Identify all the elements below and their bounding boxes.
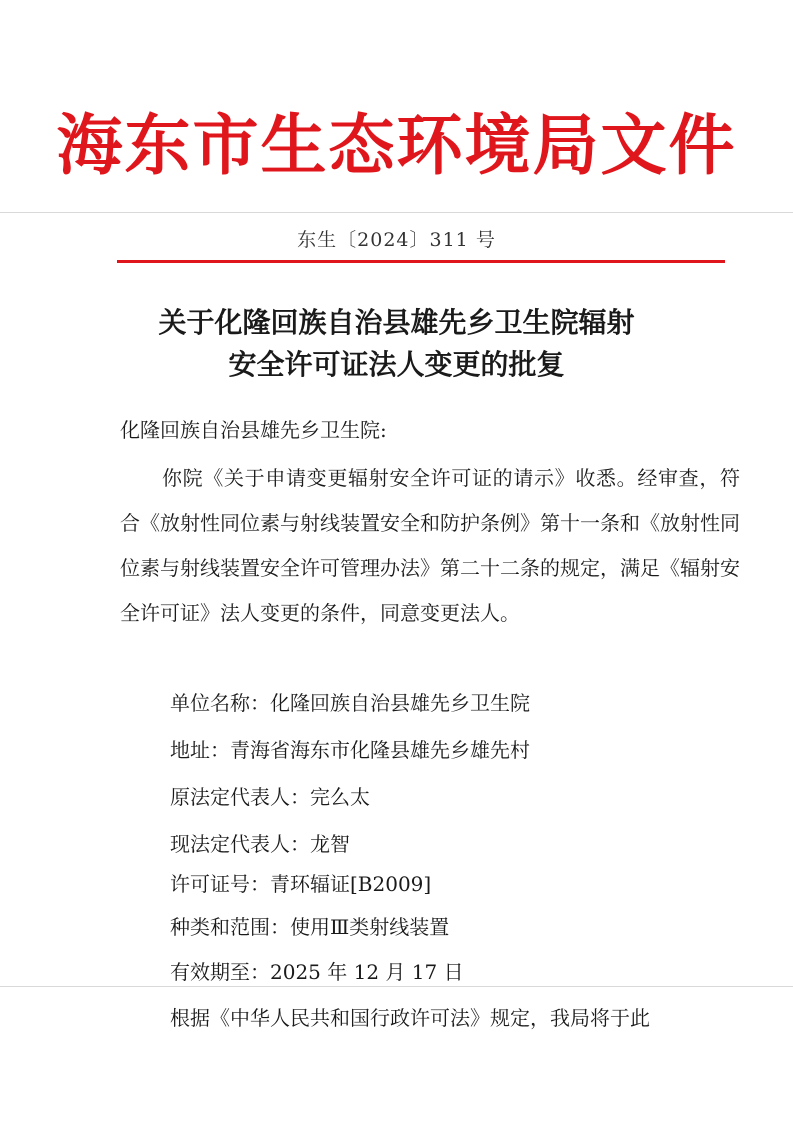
closing-paragraph: 根据《中华人民共和国行政许可法》规定，我局将于此 [170, 1006, 650, 1030]
field-former-legal-rep: 原法定代表人：完么太 [170, 785, 370, 809]
red-divider-rule [117, 260, 725, 263]
scan-artifact-line [0, 986, 793, 987]
addressee: 化隆回族自治县雄先乡卫生院: [120, 418, 387, 442]
field-type-scope: 种类和范围：使用Ⅲ类射线装置 [170, 915, 450, 939]
field-current-legal-rep: 现法定代表人：龙智 [170, 832, 350, 856]
subject-line-1: 关于化隆回族自治县雄先乡卫生院辐射 [158, 306, 635, 339]
body-paragraph: 你院《关于申请变更辐射安全许可证的请示》收悉。经审查，符合《放射性同位素与射线装置安全和防护条例》第十一条和《放射性同位素与射线装置安全许可管理办法》第二十二条的规定，满足《辐射安全许可证》法人变更的条件，同意变更法人。 [120, 466, 740, 625]
field-valid-until: 有效期至：2025 年 12 月 17 日 [170, 960, 464, 984]
issuing-authority-title: 海东市生态环境局文件 [56, 106, 737, 184]
field-license-number: 许可证号：青环辐证[B2009] [170, 872, 432, 896]
document-number: 东生〔2024〕311 号 [297, 229, 496, 251]
field-unit-name: 单位名称：化隆回族自治县雄先乡卫生院 [170, 691, 530, 715]
scan-artifact-line [0, 212, 793, 213]
document-subject [0, 302, 793, 386]
subject-line-2: 安全许可证法人变更的批复 [228, 348, 565, 381]
field-address: 地址：青海省海东市化隆县雄先乡雄先村 [170, 738, 530, 762]
